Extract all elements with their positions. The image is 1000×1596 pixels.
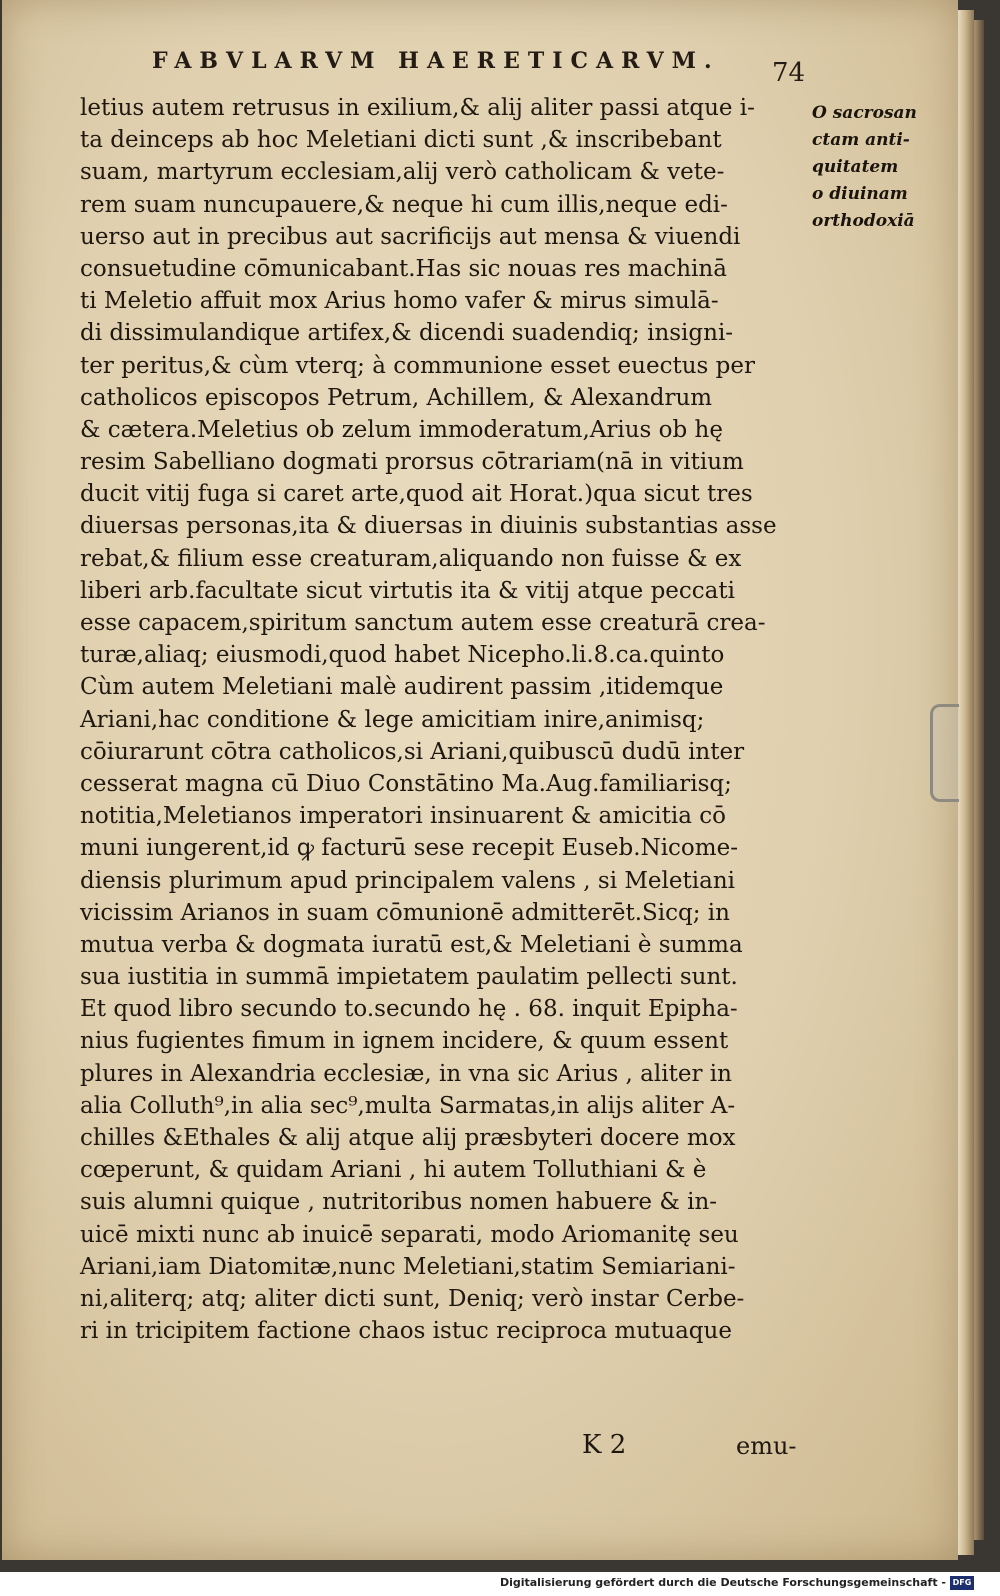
margin-note: ctam anti- — [812, 130, 910, 150]
text-line: di dissimulandique artifex,& dicendi suadendiq; insigni- — [80, 320, 734, 347]
text-line: diensis plurimum apud principalem valens , si Meletiani — [80, 867, 735, 894]
text-line: suam, martyrum ecclesiam,alij verò catholicam & vete- — [80, 159, 725, 186]
text-line: Et quod libro secundo to.secundo hę . 68. inquit Epipha- — [80, 996, 738, 1023]
text-line: rem suam nuncupauere,& neque hi cum illis,neque edi- — [80, 191, 728, 218]
text-line: catholicos episcopos Petrum, Achillem, & Alexandrum — [80, 384, 713, 411]
margin-note: O sacrosan — [812, 103, 917, 123]
margin-note: quitatem — [812, 157, 899, 177]
funding-notice: Digitalisierung gefördert durch die Deutsche Forschungsgemeinschaft - — [499, 1576, 946, 1589]
catchword: emu- — [736, 1432, 797, 1460]
text-line: ducit vitij fuga si caret arte,quod ait Horat.)qua sicut tres — [80, 481, 753, 508]
margin-note: o diuinam — [812, 184, 908, 204]
text-line: cesserat magna cū Diuo Constātino Ma.Aug.familiarisq; — [80, 770, 732, 797]
text-line: notitia,Meletianos imperatori insinuarent & amicitia cō — [80, 803, 726, 830]
text-line: Cùm autem Meletiani malè audirent passim ,itidemque — [80, 674, 724, 701]
text-line: chilles &Ethales & alij atque alij præsbyteri docere mox — [80, 1125, 736, 1151]
footer-bar — [0, 1572, 1000, 1596]
signature-mark: K 2 — [582, 1430, 627, 1460]
book-page — [2, 0, 958, 1560]
text-line: mutua verba & dogmata iuratū est,& Meletiani è summa — [80, 931, 743, 958]
dfg-logo: DFG — [950, 1576, 974, 1590]
margin-notes — [812, 100, 917, 235]
text-line: muni iungerent,id ꝙ facturū sese recepit Euseb.Nicome- — [80, 835, 738, 862]
text-line: cōiurarunt cōtra catholicos,si Ariani,quibuscū dudū inter — [80, 738, 745, 765]
text-line: uerso aut in precibus aut sacrificijs aut mensa & viuendi — [80, 223, 741, 250]
text-line: liberi arb.facultate sicut virtutis ita & vitij atque peccati — [80, 577, 735, 604]
text-line: vicissim Arianos in suam cōmunionē admitterēt.Sicq; in — [80, 899, 730, 926]
text-line: ni,aliterq; atq; aliter dicti sunt, Deniq; verò instar Cerbe- — [80, 1285, 745, 1312]
page-clip — [930, 704, 959, 802]
text-line: ta deinceps ab hoc Meletiani dicti sunt ,& inscribebant — [80, 127, 722, 154]
text-line: letius autem retrusus in exilium,& alij aliter passi atque i- — [80, 95, 755, 121]
text-line: nius fugientes fimum in ignem incidere, & quum essent — [80, 1028, 729, 1055]
margin-note: orthodoxiā — [812, 211, 915, 231]
text-line: sua iustitia in summā impietatem paulatim pellecti sunt. — [80, 964, 738, 991]
text-line: Ariani,iam Diatomitæ,nunc Meletiani,statim Semiariani- — [80, 1253, 736, 1280]
text-line: alia Colluth⁹,in alia sec⁹,multa Sarmatas,in alijs aliter A- — [80, 1092, 736, 1119]
text-line: consuetudine cōmunicabant.Has sic nouas res machinā — [80, 255, 727, 282]
text-line: rebat,& filium esse creaturam,aliquando non fuisse & ex — [80, 545, 742, 572]
text-line: suis alumni quique , nutritoribus nomen habuere & in- — [80, 1189, 718, 1216]
text-line: turæ,aliaq; eiusmodi,quod habet Nicepho.li.8.ca.quinto — [80, 642, 725, 669]
running-title: FABVLARVM HAERETICARVM. — [152, 48, 720, 74]
text-line: Ariani,hac conditione & lege amicitiam inire,animisq; — [80, 706, 705, 733]
text-line: plures in Alexandria ecclesiæ, in vna sic Arius , aliter in — [80, 1060, 732, 1087]
text-line: & cætera.Meletius ob zelum immoderatum,Arius ob hę — [80, 416, 723, 443]
page-number: 74 — [772, 58, 806, 88]
text-line: ter peritus,& cùm vterq; à communione esset euectus per — [80, 352, 755, 379]
text-line: uicē mixti nunc ab inuicē separati, modo Ariomanitę seu — [80, 1221, 739, 1248]
text-line: resim Sabelliano dogmati prorsus cōtrariam(nā in vitium — [80, 449, 744, 476]
body-text — [80, 92, 810, 1347]
text-line: ti Meletio affuit mox Arius homo vafer & mirus simulā- — [80, 288, 719, 315]
text-line: cœperunt, & quidam Ariani , hi autem Tolluthiani & è — [80, 1157, 707, 1184]
text-line: diuersas personas,ita & diuersas in diuinis substantias asse — [80, 513, 777, 540]
text-line: ri in tricipitem factione chaos istuc reciproca mutuaque — [80, 1318, 732, 1345]
text-line: esse capacem,spiritum sanctum autem esse creaturā crea- — [80, 610, 766, 636]
